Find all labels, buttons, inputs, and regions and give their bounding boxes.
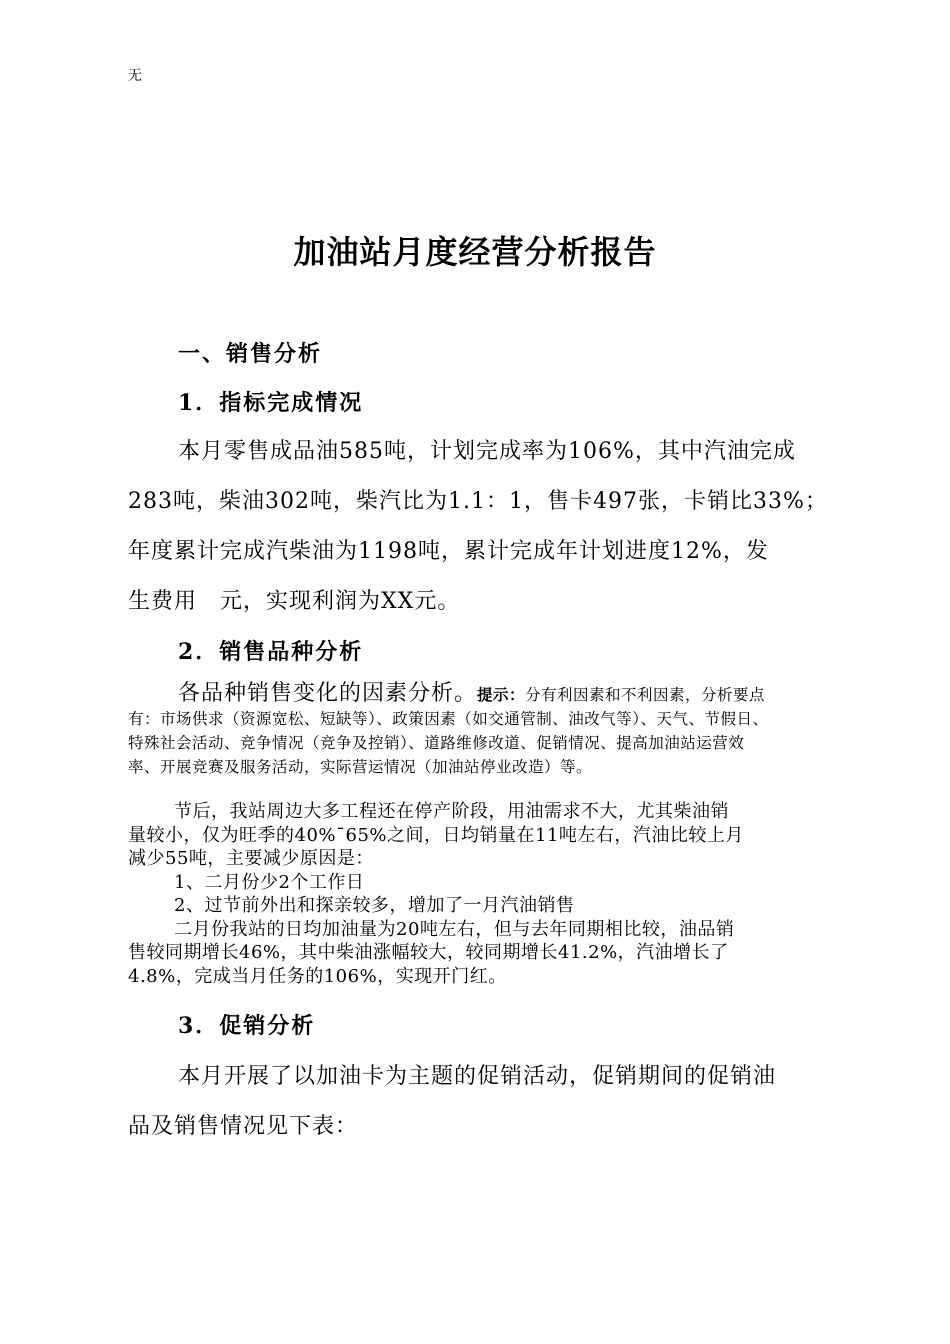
section-heading-sales-analysis: 一、销售分析 xyxy=(178,341,323,367)
paragraph-line: 生费用 元，实现利润为XX元。 xyxy=(128,589,461,614)
body-line: 节后，我站周边大多工程还在停产阶段，用油需求不大，尤其柴油销 xyxy=(174,801,729,822)
paragraph-line: 本月开展了以加油卡为主题的促销活动，促销期间的促销油 xyxy=(178,1064,777,1089)
body-line: 1、二月份少2个工作日 xyxy=(174,871,365,893)
subsection-heading-product-analysis: 2．销售品种分析 xyxy=(178,639,364,665)
paragraph-line: 年度累计完成汽柴油为1198吨，累计完成年计划进度12%，发 xyxy=(128,539,769,564)
document-title: 加油站月度经营分析报告 xyxy=(293,233,657,271)
header-mark: 无 xyxy=(128,68,142,84)
paragraph-line: 283吨，柴油302吨，柴汽比为1.1：1，售卡497张，卡销比33%； xyxy=(128,489,828,514)
body-line: 2、过节前外出和探亲较多，增加了一月汽油销售 xyxy=(174,895,575,916)
hint-line: 率、开展竞赛及服务活动，实际营运情况（加油站停业改造）等。 xyxy=(128,758,593,776)
body-line: 二月份我站的日均加油量为20吨左右，但与去年同期相比较，油品销 xyxy=(174,918,735,940)
hint-text: 分有利因素和不利因素，分析要点 xyxy=(525,686,766,704)
paragraph-target-completion xyxy=(128,427,832,627)
hint-line: 有：市场供求（资源宽松、短缺等）、政策因素（如交通管制、油改气等）、天气、节假日、 xyxy=(128,710,769,728)
hint-label: 提示： xyxy=(477,685,526,704)
subsection-heading-promotion-analysis: 3．促销分析 xyxy=(178,1013,316,1039)
body-line: 售较同期增长46%，其中柴油涨幅较大，较同期增长41.2%，汽油增长了 xyxy=(128,942,729,963)
subsection-heading-target-completion: 1．指标完成情况 xyxy=(178,390,364,416)
hint-lead: 各品种销售变化的因素分析。 xyxy=(178,681,478,706)
paragraph-line: 本月零售成品油585吨，计划完成率为106%，其中汽油完成 xyxy=(178,439,796,464)
paragraph-factor-hint xyxy=(128,682,832,779)
paragraph-line: 品及销售情况见下表： xyxy=(128,1114,359,1139)
body-line: 减少55吨，主要减少原因是： xyxy=(128,848,374,869)
hint-line: 特殊社会活动、竞争情况（竞争及控销）、道路维修改道、促销情况、提高加油站运营效 xyxy=(128,734,745,752)
paragraph-promotion xyxy=(128,1052,832,1152)
body-line: 4.8%，完成当月任务的106%，实现开门红。 xyxy=(128,965,507,987)
body-line: 量较小，仅为旺季的40%¯65%之间，日均销量在11吨左右，汽油比较上月 xyxy=(128,824,744,846)
paragraph-sales-body xyxy=(128,800,836,988)
hint-first-line xyxy=(128,682,832,707)
